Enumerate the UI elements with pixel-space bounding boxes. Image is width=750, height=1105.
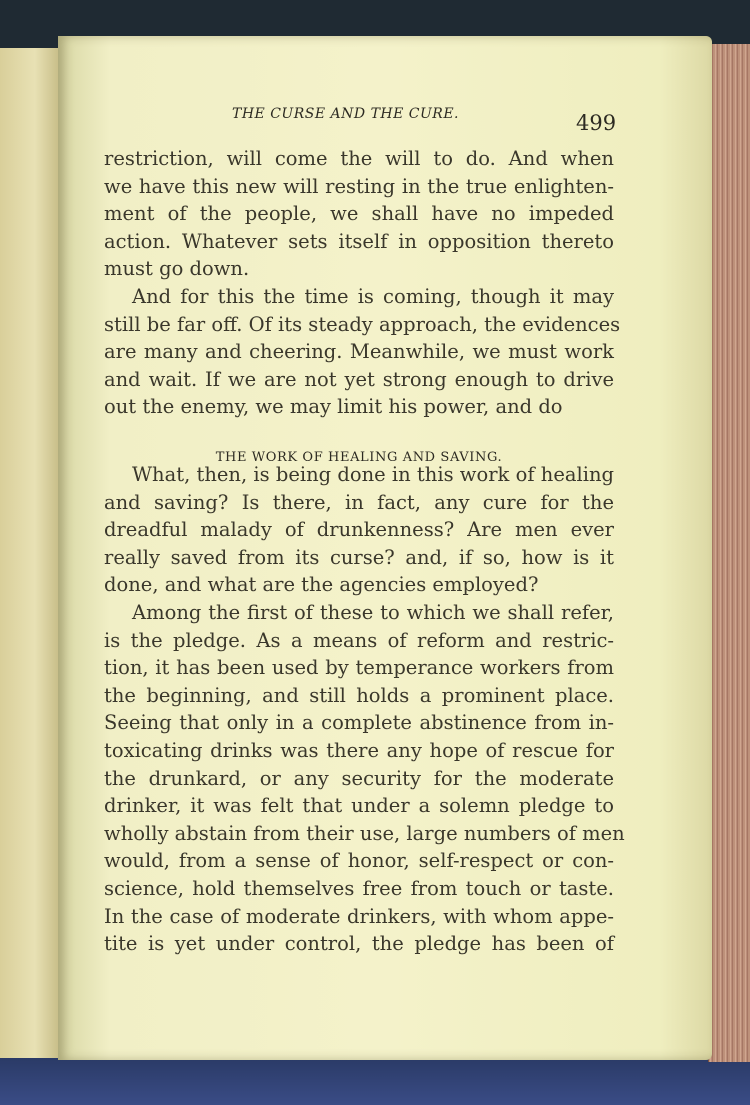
text-line: And for this the time is coming, though it may — [132, 284, 614, 308]
text-line: really saved from its curse? and, if so, how is it — [104, 545, 614, 569]
book-cover — [0, 1057, 750, 1105]
page-edges — [708, 44, 750, 1062]
text-line: and saving? Is there, in fact, any cure for the — [104, 490, 614, 514]
text-line: science, hold themselves free from touch or taste. — [104, 876, 614, 900]
text-line: are many and cheering. Meanwhile, we must work — [104, 340, 614, 364]
text-line: Among the first of these to which we shall refer, — [132, 600, 614, 624]
text-block-1 — [104, 145, 621, 421]
text-line: ment of the people, we shall have no impeded — [104, 202, 614, 226]
running-head: THE CURSE AND THE CURE. — [232, 106, 460, 122]
text-line: and wait. If we are not yet strong enough to drive — [104, 367, 614, 391]
text-line: out the enemy, we may limit his power, and do — [104, 395, 563, 419]
text-line: the beginning, and still holds a prominent place. — [104, 683, 614, 707]
text-line: must go down. — [104, 257, 250, 281]
text-line: restriction, will come the will to do. And when — [104, 147, 614, 170]
text-line: drinker, it was felt that under a solemn pledge to — [104, 794, 614, 818]
text-line: action. Whatever sets itself in opposition thereto — [104, 229, 614, 253]
text-line: Seeing that only in a complete abstinence from in- — [104, 711, 614, 735]
page-number: 499 — [576, 111, 617, 135]
facing-page-edge — [0, 48, 60, 1058]
section-heading: THE WORK OF HEALING AND SAVING. — [215, 450, 503, 465]
text-block-2 — [104, 461, 625, 958]
text-line: tion, it has been used by temperance workers from — [104, 656, 614, 680]
text-line: still be far off. Of its steady approach, the evidences — [104, 312, 621, 336]
text-line: would, from a sense of honor, self-respect or con- — [104, 849, 614, 873]
text-line: the drunkard, or any security for the moderate — [104, 766, 614, 790]
text-line: done, and what are the agencies employed? — [104, 573, 539, 597]
text-line: What, then, is being done in this work of healing — [132, 463, 614, 486]
text-line: In the case of moderate drinkers, with whom appe- — [104, 904, 614, 928]
text-line: dreadful malady of drunkenness? Are men ever — [104, 518, 614, 542]
text-line: is the pledge. As a means of reform and restric- — [104, 628, 614, 652]
text-line: wholly abstain from their use, large numbers of men — [104, 821, 625, 845]
text-line: toxicating drinks was there any hope of rescue for — [104, 738, 614, 762]
text-line: we have this new will resting in the true enlighten- — [104, 174, 614, 198]
text-line: tite is yet under control, the pledge has been of — [104, 932, 614, 956]
